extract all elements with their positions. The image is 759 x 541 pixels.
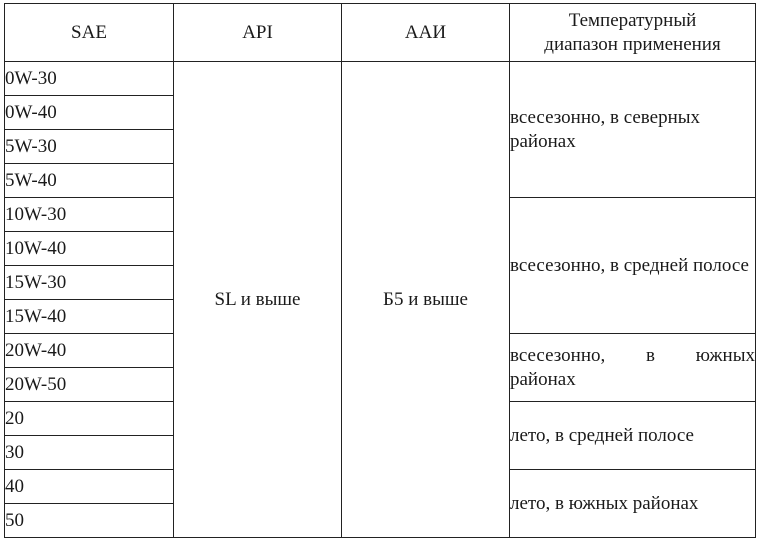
sae-grade: 20W-50 — [5, 368, 174, 402]
temperature-range: всесезонно, в средней полосе — [510, 198, 756, 334]
header-temperature-line1: Температурный — [568, 9, 697, 31]
temperature-word: южных — [695, 344, 755, 366]
header-temperature-line2: диапазон применения — [544, 33, 721, 55]
oil-table — [4, 3, 756, 538]
sae-grade: 5W-30 — [5, 130, 174, 164]
temperature-line — [510, 344, 755, 368]
temperature-range: всесезонно, в северных районах — [510, 62, 756, 198]
sae-grade: 10W-40 — [5, 232, 174, 266]
sae-grade: 0W-30 — [5, 62, 174, 96]
sae-grade: 5W-40 — [5, 164, 174, 198]
sae-grade: 30 — [5, 436, 174, 470]
temperature-line: районах — [510, 368, 576, 390]
table-row — [5, 62, 756, 96]
header-row — [5, 4, 756, 62]
sae-grade: 15W-30 — [5, 266, 174, 300]
sae-grade: 40 — [5, 470, 174, 504]
header-api: API — [174, 4, 342, 62]
temperature-word: всесезонно, — [510, 344, 606, 366]
sae-grade: 10W-30 — [5, 198, 174, 232]
temperature-range: лето, в южных районах — [510, 470, 756, 538]
temperature-range: лето, в средней полосе — [510, 402, 756, 470]
header-temperature-range — [510, 4, 756, 62]
header-sae: SAE — [5, 4, 174, 62]
sae-grade: 20 — [5, 402, 174, 436]
header-aai: ААИ — [342, 4, 510, 62]
api-value: SL и выше — [174, 62, 342, 538]
temperature-word: в — [645, 344, 655, 366]
sae-grade: 20W-40 — [5, 334, 174, 368]
aai-value: Б5 и выше — [342, 62, 510, 538]
sae-grade: 15W-40 — [5, 300, 174, 334]
temperature-range — [510, 334, 756, 402]
sae-grade: 0W-40 — [5, 96, 174, 130]
sae-grade: 50 — [5, 504, 174, 538]
